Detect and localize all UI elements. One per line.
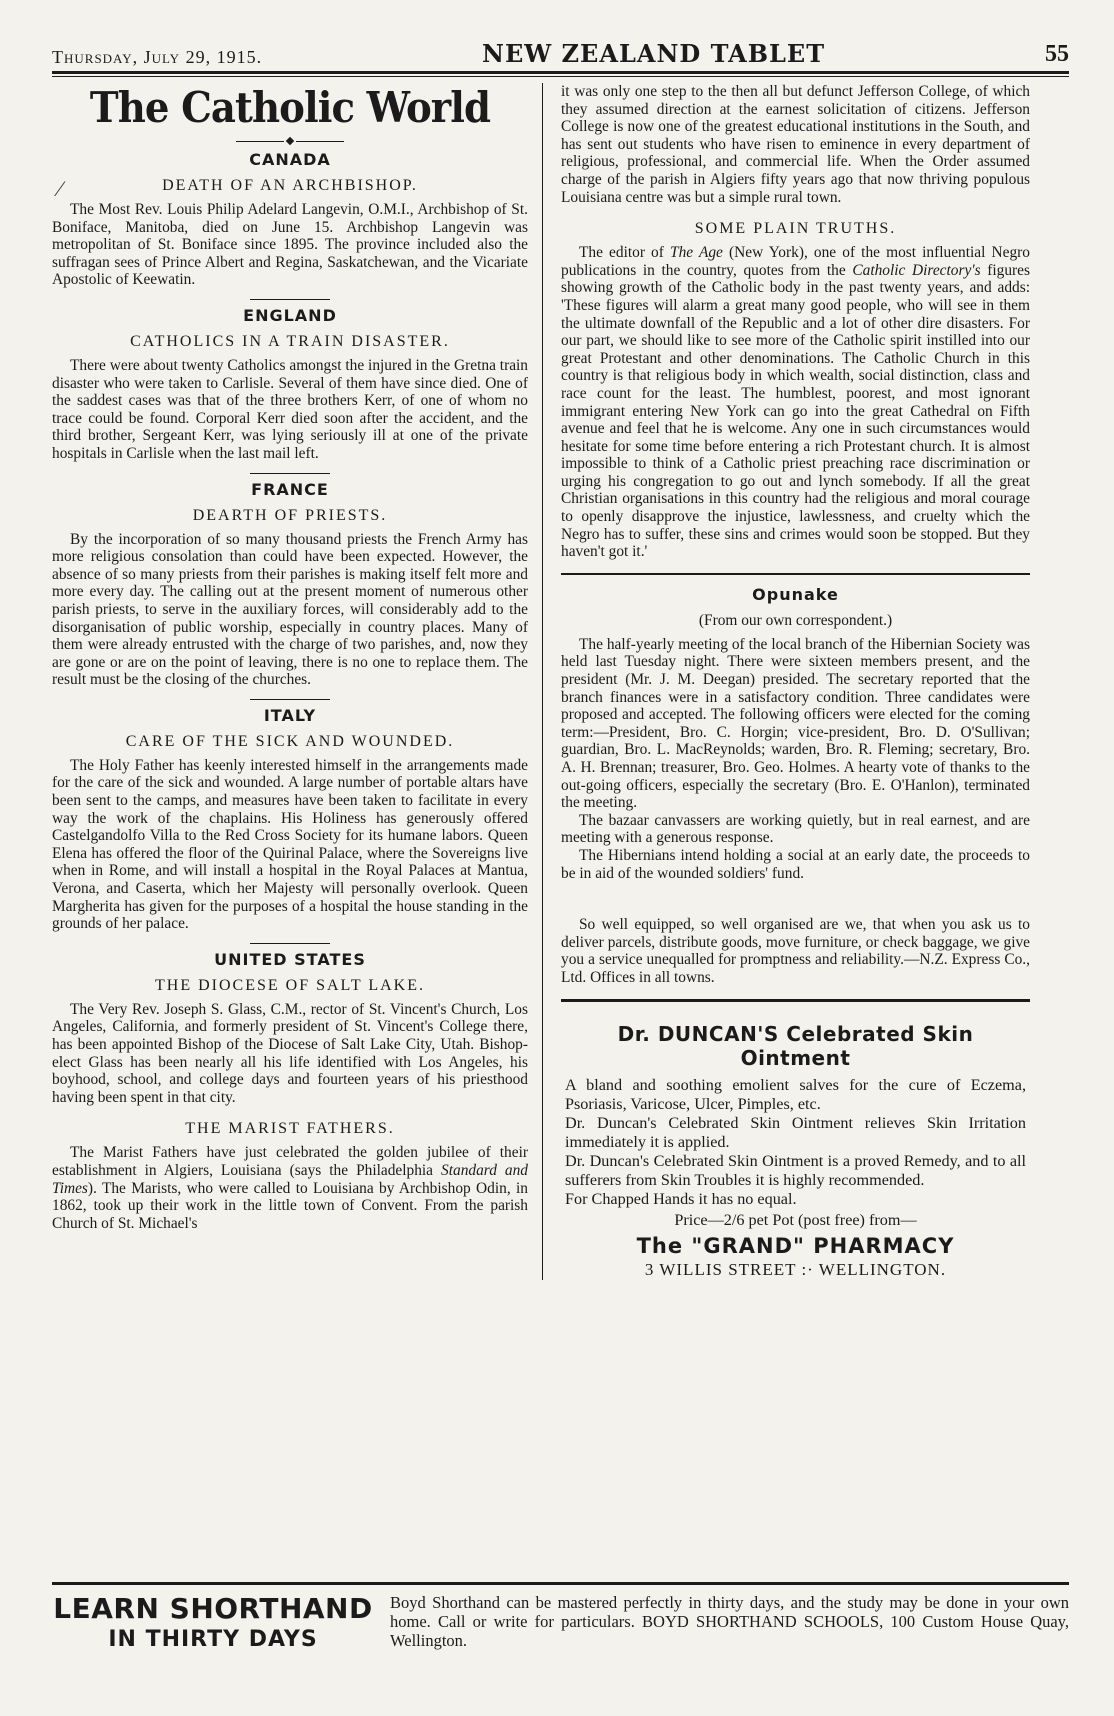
newspaper-name-italic: Standard and Times — [52, 1161, 528, 1197]
shorthand-advert — [52, 1582, 1069, 1655]
correspondent-line: (From our own correspondent.) — [698, 611, 893, 629]
article-opunake — [561, 585, 1030, 882]
headline-thirty-days: IN THIRTY DAYS — [108, 1627, 318, 1652]
article-england — [52, 306, 528, 463]
paragraph-plain-truths — [561, 244, 1030, 561]
heading-france: FRANCE — [251, 479, 329, 499]
paragraph-opunake-social: The Hibernians intend holding a social at an early date, the proceeds to be in aid of the wounded soldiers' fund. — [561, 846, 1030, 882]
subheading-death-of-archbishop: DEATH OF AN ARCHBISHOP. — [162, 177, 418, 194]
columns — [52, 83, 1069, 1280]
paragraph-canada: The Most Rev. Louis Philip Adelard Langevin, O.M.I., Archbishop of St. Boniface, Manitoba, died on June 15. Archbishop Langevin was metropolitan of St. Boniface since 1895. The province included also the suffragan sees of Prince Albert and Regina, Saskatchewan, and the Vicariate Apostolic of Keewatin. — [52, 201, 528, 289]
left-column — [52, 83, 542, 1280]
heading-england: ENGLAND — [243, 305, 337, 325]
advert-address: 3 WILLIS STREET :· WELLINGTON. — [644, 1259, 947, 1279]
diamond-ornament-icon — [286, 137, 294, 145]
heading-opunake: Opunake — [752, 584, 839, 604]
section-rule — [250, 943, 330, 944]
subheading-plain-truths: SOME PLAIN TRUTHS. — [694, 220, 897, 238]
advert-line-2: Dr. Duncan's Celebrated Skin Ointment relieves Skin Irritation immediately it is applied. — [565, 1113, 1026, 1151]
headline-learn-shorthand: LEARN SHORTHAND — [53, 1592, 373, 1625]
marist-text-end: ). The Marists, who were called to Louisiana by Archbishop Odin, in 1862, took up their work in the little town of Convent. From the parish Church of St. Michael's — [52, 1179, 528, 1232]
issue-date: Thursday, July 29, 1915. — [52, 47, 263, 67]
article-united-states — [52, 950, 528, 1233]
publication-name-italic: The Age — [670, 244, 723, 262]
newspaper-title: NEW ZEALAND TABLET — [482, 39, 826, 68]
paragraph-italy: The Holy Father has keenly interested himself in the arrangements made for the care of the sick and wounded. A large number of portable altars have been sent to the camps, and measures have been taken to facilitate in every way the work of the chaplains. His Holiness has generously offered Castelgandolfo Villa to the Red Cross Society for its humane labors. Queen Elena has offered the floor of the Quirinal Palace, where the Sovereigns live when in Rome, and will install a hospital in the Royal Palaces at Mantua, Verona, and Caserta, which her Majesty will personally overlook. Queen Margherita has given for the purposes of a hospital the house standing in the grounds of her palace. — [52, 756, 528, 933]
right-column — [555, 83, 1030, 1280]
subheading-train-disaster: CATHOLICS IN A TRAIN DISASTER. — [130, 332, 450, 350]
subheading-salt-lake: THE DIOCESE OF SALT LAKE. — [154, 976, 425, 994]
article-italy — [52, 706, 528, 933]
shorthand-headline — [52, 1593, 374, 1655]
paragraph-marist-continued: it was only one step to the then all but defunct Jefferson College, of which they assumed direction at the earnest solicitation of citizens. Jefferson College is now one of the greatest educational institutions in the South, and has sent out students who have risen to eminence in every department of religious, professional, and commercial life. When the Order assumed charge of the parish in Algiers fifty years ago that now thriving populous Louisiana centre was but a simple rural town. — [561, 83, 1030, 206]
section-rule — [250, 299, 330, 300]
advert-pharmacy: The "GRAND" PHARMACY — [636, 1233, 955, 1258]
heading-italy: ITALY — [263, 705, 317, 725]
plain-truths-text-1: The editor of — [579, 244, 664, 262]
paragraph-marist-fathers — [52, 1144, 528, 1232]
advert-title: Dr. DUNCAN'S Celebrated Skin Ointment — [617, 1021, 974, 1070]
section-rule — [561, 573, 1030, 575]
advert-rule — [561, 999, 1030, 1002]
advert-line-4: For Chapped Hands it has no equal. — [565, 1189, 797, 1208]
duncan-ointment-advert — [561, 1012, 1030, 1280]
express-company-notice: So well equipped, so well organised are we, that when you ask us to deliver parcels, distribute goods, move furniture, or check baggage, we give you a service unequalled for promptness and reliability.—N.Z. Express Co., Ltd. Offices in all towns. — [561, 916, 1030, 986]
subheading-dearth-of-priests: DEARTH OF PRIESTS. — [192, 506, 388, 524]
directory-name-italic: Catholic Directory's — [852, 261, 981, 279]
paragraph-opunake-bazaar: The bazaar canvassers are working quietly, but in real earnest, and are meeting with a generous response. — [561, 811, 1030, 847]
plain-truths-text-3: figures showing growth of the Catholic body in the past twenty years, and adds: 'These figures will alarm a great many good people, who will see in them the ultimate downfall of the Republic and a lot of other dire disasters. For our part, we should like to see more of the Catholic spirit instilled into our great Protestant and other denominations. The Catholic Church in this country is that religious body in which wealth, social distinction, class and race count for the least. The humblest, poorest, and most ignorant immigrant entering New York can go into the great Cathedral on Fifth avenue and feel that he is welcome. Any one in such circumstances would hesitate for some time before entering a rich Protestant church. It is almost impossible to think of a Catholic priest preaching race discrimination or urging his congregation to go out and lynch somebody. If all the great Christian organisations in this country had the religious and moral courage to openly disapprove the injustice, lawlessness, and cruelty which the Negro has to suffer, these sins and crimes would soon be stopped. But they haven't got it.' — [561, 261, 1030, 561]
advert-price: Price—2/6 pet Pot (post free) from— — [674, 1210, 917, 1229]
advert-line-1: A bland and soothing emolient salves for the cure of Eczema, Psoriasis, Varicose, Ulcer, Pimples, etc. — [565, 1075, 1026, 1113]
column-divider — [542, 83, 543, 1280]
marist-text-start: The Marist Fathers have just celebrated the golden jubilee of their establishment in Algiers, Louisiana (says the Philadelphia — [52, 1144, 528, 1179]
advert-line-3: Dr. Duncan's Celebrated Skin Ointment is a proved Remedy, and to all sufferers from Skin Troubles it is highly recommended. — [565, 1151, 1026, 1189]
paragraph-france: By the incorporation of so many thousand priests the French Army has more religious consolation than could have been expected. However, the absence of so many priests from their parishes is making itself felt more and more every day. The calling out at the present moment of numerous other parish priests, to serve in the auxiliary forces, will considerably add to the disorganisation of public worship, especially in country places. Many of them were already entrusted with the charge of two parishes, and, now they are gone or are on the point of leaving, there is no one to replace them. The result must be the closing of the churches. — [52, 530, 528, 689]
title-ornament — [52, 138, 528, 144]
heading-canada: CANADA — [249, 150, 331, 169]
paragraph-england: There were about twenty Catholics amongst the injured in the Gretna train disaster who were taken to Carlisle. Several of them have since died. One of the saddest cases was that of the three brothers Kerr, of one of whom no trace could be found. Corporal Kerr died soon after the accident, and the third brother, Sergeant Kerr, was lying seriously ill at one of the private hospitals in Carlisle when the last mail left. — [52, 356, 528, 462]
subheading-marist-fathers: THE MARIST FATHERS. — [185, 1120, 395, 1138]
pencil-mark-icon: ⁄ — [58, 176, 62, 201]
section-rule — [250, 473, 330, 474]
plain-truths-text-2: (New York), one of the most influential Negro publications in the country, quotes from the — [561, 244, 1030, 279]
article-canada — [52, 150, 528, 289]
heading-united-states: UNITED STATES — [214, 949, 366, 969]
page-number: 55 — [1044, 41, 1069, 67]
masthead-rule — [52, 71, 1069, 77]
paragraph-salt-lake: The Very Rev. Joseph S. Glass, C.M., rector of St. Vincent's Church, Los Angeles, California, and formerly president of St. Vincent's College there, has been appointed Bishop of the Diocese of Salt Lake City, Utah. Bishop-elect Glass has been nearly all his life identified with Los Angeles, his boyhood, school, and college days and fourteen years of his priesthood having been spent in that city. — [52, 1000, 528, 1106]
article-france — [52, 480, 528, 689]
paragraph-opunake-meeting: The half-yearly meeting of the local branch of the Hibernian Society was held last Tuesday night. There were sixteen members present, and the president (Mr. J. M. Deegan) presided. The secretary reported that the branch finances were in a satisfactory condition. Three candidates were proposed and accepted. The following officers were elected for the coming term:—President, Bro. C. Horgin; vice-president, Bro. D. O'Sullivan; guardian, Bro. L. MacReynolds; warden, Bro. R. Fleming; secretary, Bro. A. H. Brennan; treasurer, Bro. Geo. Holmes. A hearty vote of thanks to the out-going officers, especially the secretary (Bro. E. O'Hanlon), terminated the meeting. — [561, 635, 1030, 812]
section-title: The Catholic World — [89, 83, 491, 132]
shorthand-description: Boyd Shorthand can be mastered perfectly in thirty days, and the study may be done in your own home. Call or write for particulars. BOYD SHORTHAND SCHOOLS, 100 Custom House Quay, Wellington. — [390, 1593, 1069, 1650]
masthead — [52, 36, 1069, 68]
subheading-sick-and-wounded: CARE OF THE SICK AND WOUNDED. — [125, 732, 455, 750]
section-rule — [250, 699, 330, 700]
